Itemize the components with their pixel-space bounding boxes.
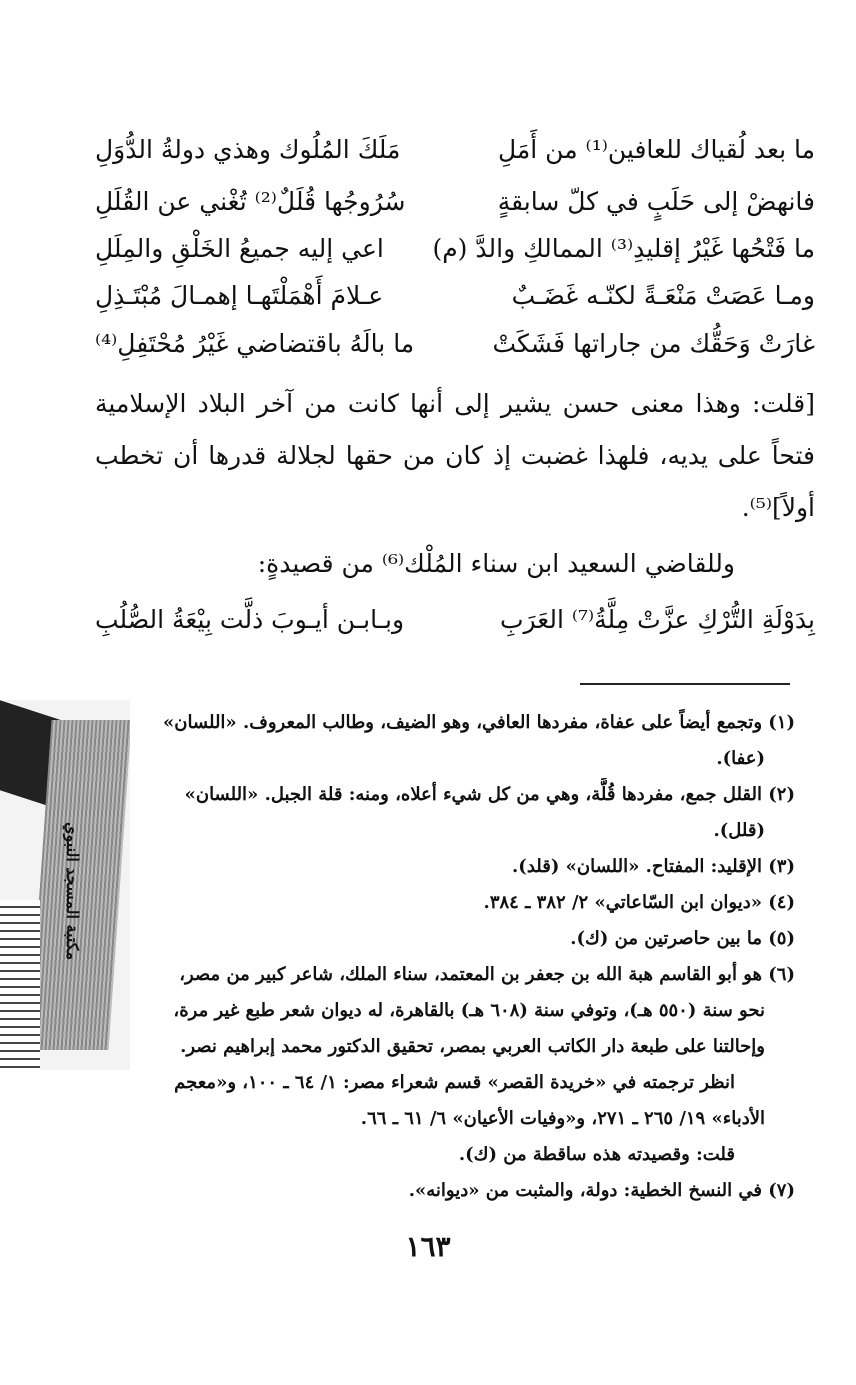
verse-hemistich-second: عـلامَ أَهْمَلْتَهـا إهمـالَ مُبْتَـذِلِ [95, 281, 384, 310]
verse-line [95, 128, 815, 172]
footnote-continuation: نحو سنة (٥٥٠ هـ)، وتوفي سنة (٦٠٨ هـ) بالقاهرة، له ديوان شعر طبع غير مرة، [173, 1000, 765, 1021]
footnote-line [95, 1138, 795, 1172]
verse-hemistich-second: اعي إليه جميعُ الخَلْقِ والمِلَلِ [95, 234, 384, 263]
verse-line [95, 227, 815, 271]
footnote-line: (٤) «ديوان ابن السّاعاتي» ٢/ ٣٨٢ ـ ٣٨٤. [483, 892, 795, 913]
footnote-line: (٦) هو أبو القاسم هبة الله بن جعفر بن المعتمد، سناء الملك، شاعر كبير من مصر، [179, 964, 795, 985]
footnote-line [95, 814, 795, 848]
footnote-line: (٧) في النسخ الخطية: دولة، والمثبت من «ديوانه». [408, 1180, 795, 1201]
footnote-line: (١) وتجمع أيضاً على عفاة، مفردها العافي، وهو الضيف، وطالب المعروف. «اللسان» [162, 712, 795, 733]
verse-hemistich-second: مَلَكَ المُلُوك وهذي دولةُ الدُّوَلِ [95, 135, 401, 164]
verse-hemistich-second: غارَتْ وَحَقُّك من جاراتها فَشَكَتْ [492, 329, 815, 358]
verse-hemistich-first: بِدَوْلَةِ التُّرْكِ عزَّتْ مِلَّةُ⁽⁷⁾ العَرَبِ [499, 605, 815, 634]
verse-line [95, 274, 815, 318]
verse-line [95, 598, 815, 642]
page-number: ١٦٣ [405, 1230, 451, 1263]
footnote-line [95, 1066, 795, 1100]
footnote-line: (٥) ما بين حاصرتين من (ك). [570, 928, 795, 949]
footnote-line [95, 1102, 795, 1136]
verse-hemistich-first: ما بالَهُ باقتضاضي غَيْرُ مُحْتَفِلِ⁽⁴⁾ [95, 329, 415, 358]
verse-hemistich-second: وبـابـن أيـوبَ ذلَّت بِيْعَةُ الصُّلُبِ [95, 605, 405, 634]
verse-hemistich-first: ما بعد لُقياك للعافين⁽¹⁾ من أَمَلِ [497, 135, 815, 164]
footnote-continuation: (عفا). [716, 748, 765, 769]
library-label-image [0, 700, 130, 1070]
footnote-continuation: (قلل). [713, 820, 765, 841]
footnote-continuation: انظر ترجمته في «خريدة القصر» قسم شعراء مصر: ١/ ٦٤ ـ ١٠٠، و«معجم [174, 1072, 735, 1093]
footnote-continuation: قلت: وقصيدته هذه ساقطة من (ك). [458, 1144, 735, 1165]
footnote-separator [580, 683, 790, 685]
footnote-line [95, 994, 795, 1028]
verse-hemistich-first: ما فَتْحُها غَيْرُ إقليدِ⁽³⁾ الممالكِ والدَّ (م) [432, 234, 815, 263]
footnote-line [95, 1030, 795, 1064]
library-stamp-text: مكتبة المسجد النبوي [63, 821, 82, 960]
verse-hemistich-first: ومـا عَصَتْ مَنْعَـةً لكنّـه غَضَـبٌ [511, 281, 815, 310]
footnote-line [95, 742, 795, 776]
verse-hemistich-second: سُرُوجُها قُلَلٌ⁽²⁾ تُغْني عن القُلَلِ [95, 187, 406, 216]
verse-line [95, 322, 815, 366]
intro-line: وللقاضي السعيد ابن سناء المُلْك⁽⁶⁾ من قصيدةٍ: [257, 549, 735, 578]
footnote-line: (٣) الإقليد: المفتاح. «اللسان» (قلد). [512, 856, 795, 877]
footnote-continuation: الأدباء» ١٩/ ٢٦٥ ـ ٢٧١، و«وفيات الأعيان» ٦/ ٦١ ـ ٦٦. [360, 1108, 765, 1129]
footnote-line: (٢) القلل جمع، مفردها قُلَّة، وهي من كل شيء أعلاه، ومنه: قلة الجبل. «اللسان» [184, 784, 795, 805]
verse-hemistich-first: فانهضْ إلى حَلَبٍ في كلّ سابقةٍ [497, 187, 815, 216]
verse-line [95, 180, 815, 224]
footnote-continuation: وإحالتنا على طبعة دار الكاتب العربي بمصر، تحقيق الدكتور محمد إبراهيم نصر. [180, 1036, 765, 1057]
commentary-paragraph: [قلت: وهذا معنى حسن يشير إلى أنها كانت من آخر البلاد الإسلامية فتحاً على يديه، فلهذا غضبت إذ كان من حقها لجلالة قدرها أن تخطب أولاً]⁽⁵⁾. [95, 389, 815, 522]
